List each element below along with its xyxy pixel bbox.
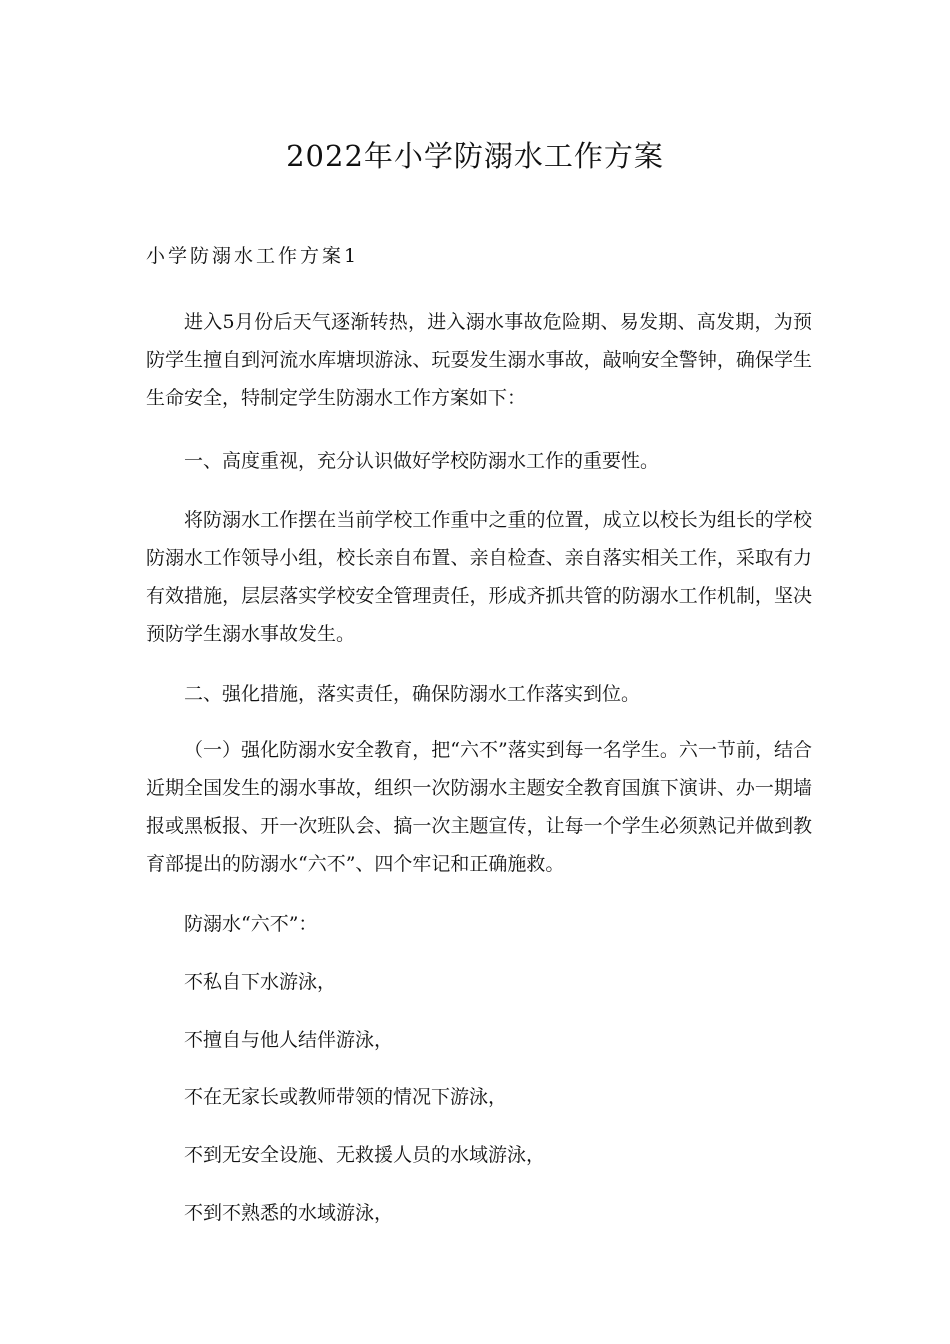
- paragraph-text: 进入5月份后天气逐渐转热，进入溺水事故危险期、易发期、高发期，为预防学生擅自到河流水库塘坝游泳、玩耍发生溺水事故，敲响安全警钟，确保学生生命安全，特制定学生防溺水工作方案如下：: [146, 311, 812, 409]
- paragraph-text: 不到不熟悉的水域游泳，: [184, 1202, 394, 1224]
- paragraph-text: 防溺水“六不”：: [184, 913, 318, 935]
- paragraph-text: 将防溺水工作摆在当前学校工作重中之重的位置，成立以校长为组长的学校防溺水工作领导小组，校长亲自布置、亲自检查、亲自落实相关工作，采取有力有效措施，层层落实学校安全管理责任，形成齐抓共管的防溺水工作机制，坚决预防学生溺水事故发生。: [146, 509, 812, 645]
- paragraph-text: 二、强化措施，落实责任，确保防溺水工作落实到位。: [184, 683, 641, 705]
- rule-item: [146, 1021, 812, 1059]
- document-title: 2022年小学防溺水工作方案: [286, 139, 664, 173]
- paragraph-education: [146, 731, 812, 883]
- paragraph-text: 不擅自与他人结伴游泳，: [184, 1029, 394, 1051]
- paragraph-text: 不在无家长或教师带领的情况下游泳，: [184, 1086, 508, 1108]
- paragraph-heading-1: [146, 442, 812, 480]
- rule-item: [146, 1194, 812, 1232]
- paragraph-leadership: [146, 501, 812, 653]
- paragraph-heading-2: [146, 675, 812, 713]
- rule-item: [146, 1078, 812, 1116]
- rule-item: [146, 1136, 812, 1174]
- rule-item: [146, 963, 812, 1001]
- section-title: 小学防溺水工作方案1: [146, 245, 360, 267]
- paragraph-six-rules-heading: [146, 905, 812, 943]
- paragraph-text: 一、高度重视，充分认识做好学校防溺水工作的重要性。: [184, 450, 660, 472]
- paragraph-text: 不私自下水游泳，: [184, 971, 337, 993]
- paragraph-text: （一）强化防溺水安全教育，把“六不”落实到每一名学生。六一节前，结合近期全国发生的溺水事故，组织一次防溺水主题安全教育国旗下演讲、办一期墙报或黑板报、开一次班队会、搞一次主题宣传，让每一个学生必须熟记并做到教育部提出的防溺水“六不”、四个牢记和正确施救。: [146, 739, 812, 875]
- paragraph-text: 不到无安全设施、无救援人员的水域游泳，: [184, 1144, 546, 1166]
- paragraph-intro: [146, 303, 812, 417]
